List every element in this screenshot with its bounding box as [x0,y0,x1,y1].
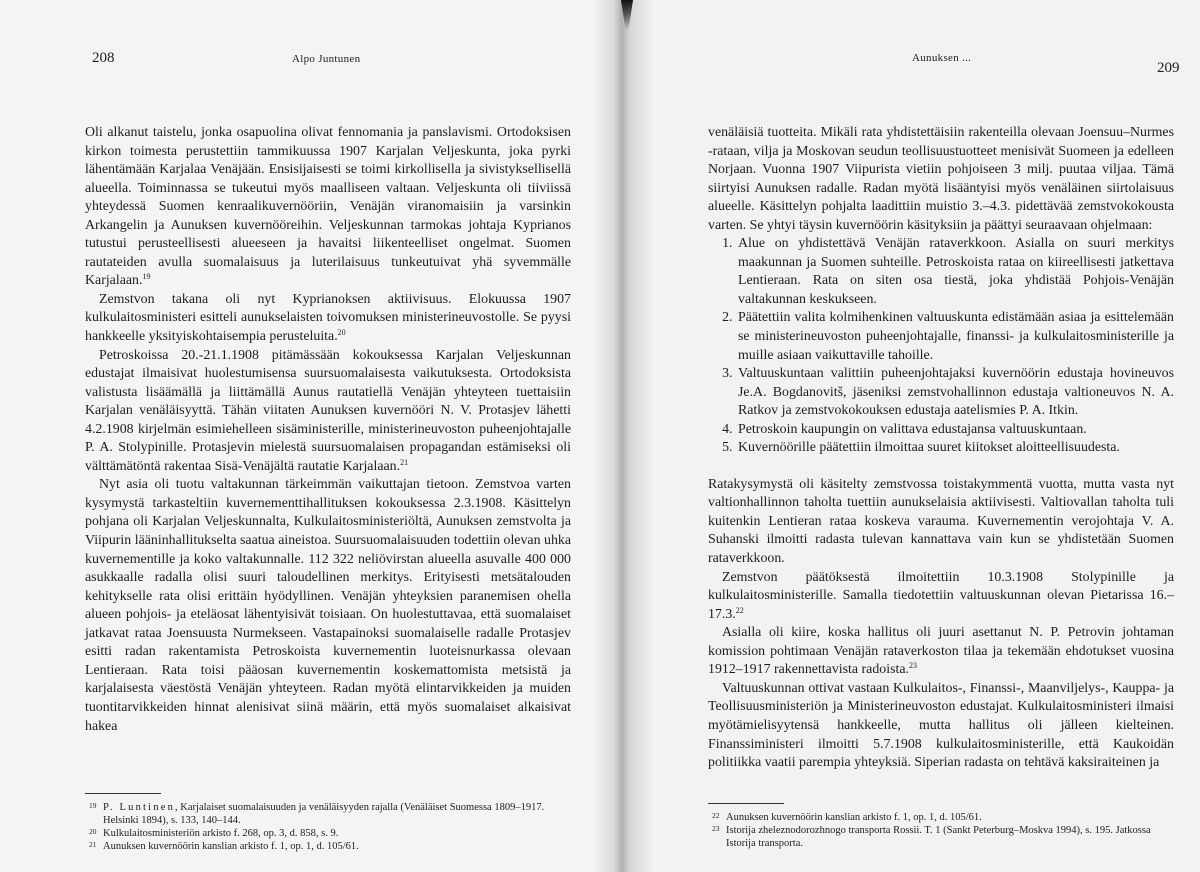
right-body-text [708,124,1174,773]
footnote-22: 22 Aunuksen kuvernöörin kanslian arkisto f. 1, op. 1, d. 105/61. [712,811,982,823]
right-page [622,0,1200,872]
running-head-right: Aunuksen ... [912,52,972,64]
footnote-ref[interactable]: 20 [337,328,346,338]
footnote-ref[interactable]: 23 [908,661,917,671]
footnote-ref[interactable]: 19 [142,272,151,282]
footnote-rule [708,803,784,804]
right-footnotes [708,811,1176,850]
paragraph: venäläisiä tuotteita. Mikäli rata yhdistettäisiin rakenteilla olevaan Joensuu–Nurmes -rataan, vilja ja Moskovan seudun teollisuustuotteet menisivät Suomeen ja edelleen Norjaan. Vuonna 1907 Viipurista vietiin pohjoiseen 3 milj. puutaa viljaa. Tämä siirtyisi Aunuksen radalle. Radan myötä lisääntyisi myös venäläinen siirtolaisuus alueelle. Käsittelyn pohjalta laadittiin muistio 3.–4.3. pidettävää zemstvokokousta varten. Se yhtyi täysin kuvernöörin käsityksiin ja päättyi seuraavaan ohjelmaan: [708,125,1174,233]
running-head-left: Alpo Juntunen [292,53,361,65]
footnote-ref[interactable]: 22 [735,605,744,615]
footnote-20: 20 Kulkulaitosministeriön arkisto f. 268, op. 3, d. 858, s. 9. [89,827,339,839]
list-item: 2. Päätettiin valita kolmihenkinen valtuuskunta edistämään asiaa ja esittelemään se ministerineuvoston puheenjohtajalle, finanssi- ja kulkulaitosministerille ja muille asiaan vaikuttaville tahoille. [736,309,1174,365]
left-body-text [85,124,571,736]
footnote-ref[interactable]: 21 [400,457,409,467]
paragraph: Zemstvon päätöksestä ilmoitettiin 10.3.1908 Stolypinille ja kulkulaitosministerille. Samalla tiedotettiin valtuuskunnan olevan Pietarissa 16.–17.3.22 [708,569,1174,622]
paragraph: Asialla oli kiire, koska hallitus oli juuri asettanut N. P. Petrovin johtaman komission pohtimaan Venäjän rataverkoston tilaa ja tekemään ehdotukset vuosina 1912–1917 rakennettavista radoista.$^{23}$ [708,625,1174,678]
program-list [708,235,1174,458]
paragraph: Nyt asia oli tuotu valtakunnan tärkeimmän vaikuttajan tietoon. Zemstvoa varten kysymystä tarkasteltiin kuvernementtihallituksen kokouksessa 2.3.1908. Käsittelyn pohjana oli Karjalan Veljeskunnalta, Kulkulaitosministeriöltä, Aunuksen zemstvolta ja Viipurin lääninhallitukselta saatua aineistoa. Suursuomalaisuuden todettiin olevan uhka kuvernementille ja koko valtakunnalle. 112 322 neliövirstan alueella asuvalle 400 000 asukkaalle radalla olisi suuri taloudellinen merkitys. Erityisesti metsätalouden kehitykselle rata olisi erittäin hyödyllinen. Venäjän yhteyksien paranemisen ohella alueen pohjois- ja eteläosat lähentyisivät toisiaan. On huolestuttavaa, että suomalaiset jatkavat rataa Joensuusta Nurmekseen. Vastapainoksi suomalaiselle radalle Protasjev esitti radan rakentamista Petroskoista kuvernementin luoteisnurkassa olevaan Lentieraan. Rata toisi pääosan kuvernementin koskemattomista metsistä ja karjalaisesta väestöstä Venäjän yhteyteen. Radan myötä elintarvikkeiden ja muiden tuontitarvikkeiden hinnat alenisivat siinä määrin, että myös suomalaiset alkaisivat hakea [85,477,571,734]
paragraph: Oli alkanut taistelu, jonka osapuolina olivat fennomania ja panslavismi. Ortodoksisen kirkon toimesta perustettiin tammikuussa 1907 Karjalan Veljeskunta, joka pyrki lähentämään Karjalaa Venäjään. Ensisijaisesti se toimi kirkollisella ja sivistyksellisellä alueella. Toiminnassa se tukeutui myös maalliseen valtaan. Veljeskunta oli tiiviissä yhteydessä Suomen kenraalikuvernööriin, Venäjän viranomaisiin ja varsinkin Arkangelin ja Aunuksen kuvernööreihin. Veljeskunnan tarmokas johtaja Kyprianos tutustui perusteellisesti alueeseen ja havaitsi liikenteelliset ongelmat. Suomen rautateiden avulla suomalaisuus ja luterilaisuus tunkeutuivat yhä syvemmälle Karjalaan.$^{19}$ [85,125,571,289]
paragraph: Valtuuskunnan ottivat vastaan Kulkulaitos-, Finanssi-, Maanviljelys-, Kauppa- ja Teollisuusministeriön ja Ministerineuvoston edustajat. Kulkulaitosministeri ilmaisi myötämielisyytensä hankkeelle, mutta hallitus oli jälleen kielteinen. Finanssiministeri ilmoitti 5.7.1908 kulkulaitosministerille, että Kaukoidän politiikka vaatii parempia yhteyksiä. Siperian radasta on tehtävä kaksiraiteinen ja [708,680,1174,771]
paragraph: Ratakysymystä oli käsitelty zemstvossa toistakymmentä vuotta, mutta vasta nyt valtionhallinnon taholta tuettiin aunukselaisia aktiivisesti. Valtiovallan taholta tuli kuitenkin Lentieran rataa koskeva varauma. Kuvernementin verojohtaja V. A. Suhanski ilmoitti radasta tulevan kannattava vain kun se yhdistetään Suomen rataverkkoon. [708,476,1174,567]
footnote-21: 21 Aunuksen kuvernöörin kanslian arkisto f. 1, op. 1, d. 105/61. [89,840,359,852]
list-item: 3. Valtuuskuntaan valittiin puheenjohtajaksi kuvernöörin edustaja hovineuvos Je.A. Bogdanovitš, jäseniksi zemstvohallinnon edustaja valtioneuvos N. A. Ratkov ja zemstvokokouksen edustaja aatelismies P. A. Itkin. [736,365,1174,421]
list-item: 4. Petroskoin kaupungin on valittava edustajansa valtuuskuntaan. [736,421,1174,440]
paragraph: Petroskoissa 20.-21.1.1908 pitämässään kokouksessa Karjalan Veljeskunnan edustajat ilmaisivat huolestumisensa suursuomalaisesta vaikutuksesta. Ortodoksista valistusta lisäämällä ja liittämällä Aunus rautatiellä Venäjän yhteyteen tuettaisiin Karjalan venäläisyyttä. Tähän viitaten Aunuksen kuvernööri N. V. Protasjev lähetti 4.2.1908 kirjelmän esimiehelleen sisäministerille, ministerineuvoston puheenjohtajalle P. A. Stolypinille. Protasjevin mielestä suursuomalaisen propagandan estämiseksi oli välttämätöntä rakentaa Sisä-Venäjältä rautatie Karjalaan.$^{21}$ [85,347,571,474]
page-number-left: 208 [92,50,115,66]
left-footnotes [85,801,573,853]
list-item: 1. Alue on yhdistettävä Venäjän rataverkkoon. Asialla on suuri merkitys maakunnan ja Suomen suhteille. Petroskoista rataa on kiireellisesti jatkettava Lentieraan. Rata on siten osa tiestä, joka yhdistää Pohjois-Venäjän valtakunnan keskukseen. [736,235,1174,309]
footnote-23: 23 Istorija zheleznodorozhnogo transporta Rossii. T. 1 (Sankt Peterburg–Moskva 1994), s. 195. Jatkossa Istorija transporta. [712,824,1151,849]
page-number-right: 209 [1157,60,1180,76]
footnote-19: 19 P. Luntinen, Karjalaiset suomalaisuuden ja venäläisyyden rajalla (Venäläiset Suomessa 1809–1917. Helsinki 1894), s. 133, 140–144. [89,801,545,826]
footnote-rule [85,793,161,794]
list-item: 5. Kuvernöörille päätettiin ilmoittaa suuret kiitokset aloitteellisuudesta. [736,439,1174,458]
paragraph: Zemstvon takana oli nyt Kyprianoksen aktiivisuus. Elokuussa 1907 kulkulaitosministeri esitteli aunukselaisten toivomuksen ministerineuvostolle. Se pyysi hankkeelle yksityiskohtaisempia perusteluita.$^{20}$ [85,291,571,345]
